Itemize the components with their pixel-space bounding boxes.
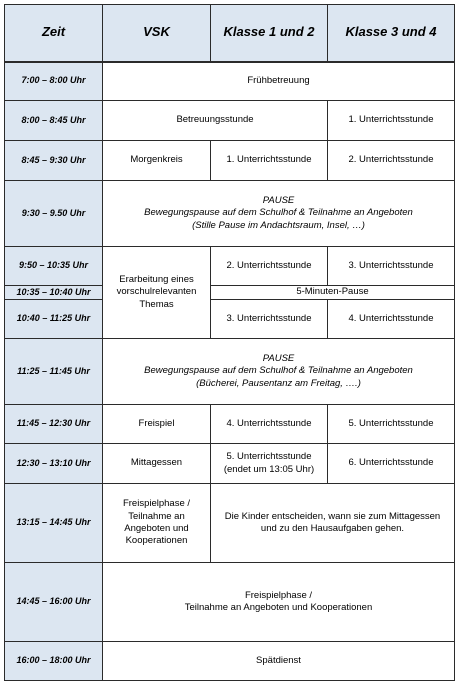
info-line: Die Kinder entscheiden, wann sie zum Mittagessen (224, 510, 441, 522)
lesson-label: 5. Unterrichtsstunde (226, 451, 312, 463)
table-row (5, 62, 455, 101)
time-cell: 16:00 – 18:00 Uhr (5, 642, 103, 681)
table-row (5, 405, 455, 444)
table-row (5, 642, 455, 681)
info-line: Teilnahme an Angeboten und Kooperationen (184, 602, 373, 613)
pause-title: PAUSE (262, 194, 295, 206)
time-cell: 7:00 – 8:00 Uhr (5, 62, 103, 101)
vsk-line: Teilnahme an (128, 510, 185, 522)
pause-cell (103, 339, 455, 405)
activity-cell: Betreuungsstunde (103, 101, 328, 141)
table-row (5, 444, 455, 484)
activity-cell (211, 484, 455, 563)
schedule-table (4, 4, 455, 681)
time-cell: 14:45 – 16:00 Uhr (5, 563, 103, 642)
activity-cell: Mittagessen (103, 444, 211, 484)
vsk-line: Kooperationen (125, 535, 188, 547)
time-cell: 11:45 – 12:30 Uhr (5, 405, 103, 444)
activity-cell: Freispiel (103, 405, 211, 444)
table-row (5, 247, 455, 286)
header-klasse-3-4: Klasse 3 und 4 (328, 5, 455, 62)
table-row (5, 286, 455, 300)
pause-description: Bewegungspause auf dem Schulhof & Teilnahme an Angeboten (144, 207, 413, 219)
activity-cell: 1. Unterrichtsstunde (211, 141, 328, 181)
table-row (5, 181, 455, 247)
table-row (5, 563, 455, 642)
time-cell: 10:35 – 10:40 Uhr (5, 286, 103, 300)
activity-cell: 3. Unterrichtsstunde (211, 300, 328, 339)
time-cell: 13:15 – 14:45 Uhr (5, 484, 103, 563)
activity-cell: 4. Unterrichtsstunde (211, 405, 328, 444)
activity-cell (103, 247, 211, 339)
table-row (5, 339, 455, 405)
table-row (5, 101, 455, 141)
activity-cell: Morgenkreis (103, 141, 211, 181)
time-cell: 9:50 – 10:35 Uhr (5, 247, 103, 286)
activity-cell (211, 444, 328, 484)
activity-cell: 6. Unterrichtsstunde (328, 444, 455, 484)
vsk-block-line: Erarbeitung eines (119, 273, 194, 285)
time-cell: 12:30 – 13:10 Uhr (5, 444, 103, 484)
vsk-line: Freispielphase / (122, 498, 191, 510)
time-cell: 8:45 – 9:30 Uhr (5, 141, 103, 181)
activity-cell: 5-Minuten-Pause (211, 286, 455, 300)
header-row (5, 5, 455, 62)
activity-cell: Spätdienst (103, 642, 455, 681)
vsk-block-line: vorschulrelevanten (116, 286, 197, 298)
lesson-note: (endet um 13:05 Uhr) (223, 463, 315, 475)
table-row (5, 300, 455, 339)
header-klasse-1-2: Klasse 1 und 2 (211, 5, 328, 62)
activity-cell: 1. Unterrichtsstunde (328, 101, 455, 141)
activity-cell: 3. Unterrichtsstunde (328, 247, 455, 286)
vsk-line: Angeboten und (124, 523, 189, 534)
header-vsk: VSK (103, 5, 211, 62)
pause-title: PAUSE (262, 352, 295, 364)
time-cell: 10:40 – 11:25 Uhr (5, 300, 103, 339)
time-cell: 8:00 – 8:45 Uhr (5, 101, 103, 141)
activity-cell: 2. Unterrichtsstunde (211, 247, 328, 286)
time-cell: 9:30 – 9.50 Uhr (5, 181, 103, 247)
pause-description: Bewegungspause auf dem Schulhof & Teilnahme an Angeboten (144, 365, 413, 377)
activity-cell: 5. Unterrichtsstunde (328, 405, 455, 444)
activity-cell: Frühbetreuung (103, 62, 455, 101)
time-cell: 11:25 – 11:45 Uhr (5, 339, 103, 405)
activity-cell (103, 484, 211, 563)
pause-cell (103, 181, 455, 247)
vsk-block-line: Themas (139, 298, 174, 310)
table-row (5, 141, 455, 181)
activity-cell: 4. Unterrichtsstunde (328, 300, 455, 339)
table-row (5, 484, 455, 563)
pause-note: (Stille Pause im Andachtsraum, Insel, …) (192, 219, 365, 231)
header-zeit: Zeit (5, 5, 103, 62)
info-line: Freispielphase / (244, 589, 313, 601)
pause-note: (Bücherei, Pausentanz am Freitag, ….) (196, 377, 361, 389)
info-line: und zu den Hausaufgaben gehen. (260, 523, 405, 534)
activity-cell (103, 563, 455, 642)
activity-cell: 2. Unterrichtsstunde (328, 141, 455, 181)
